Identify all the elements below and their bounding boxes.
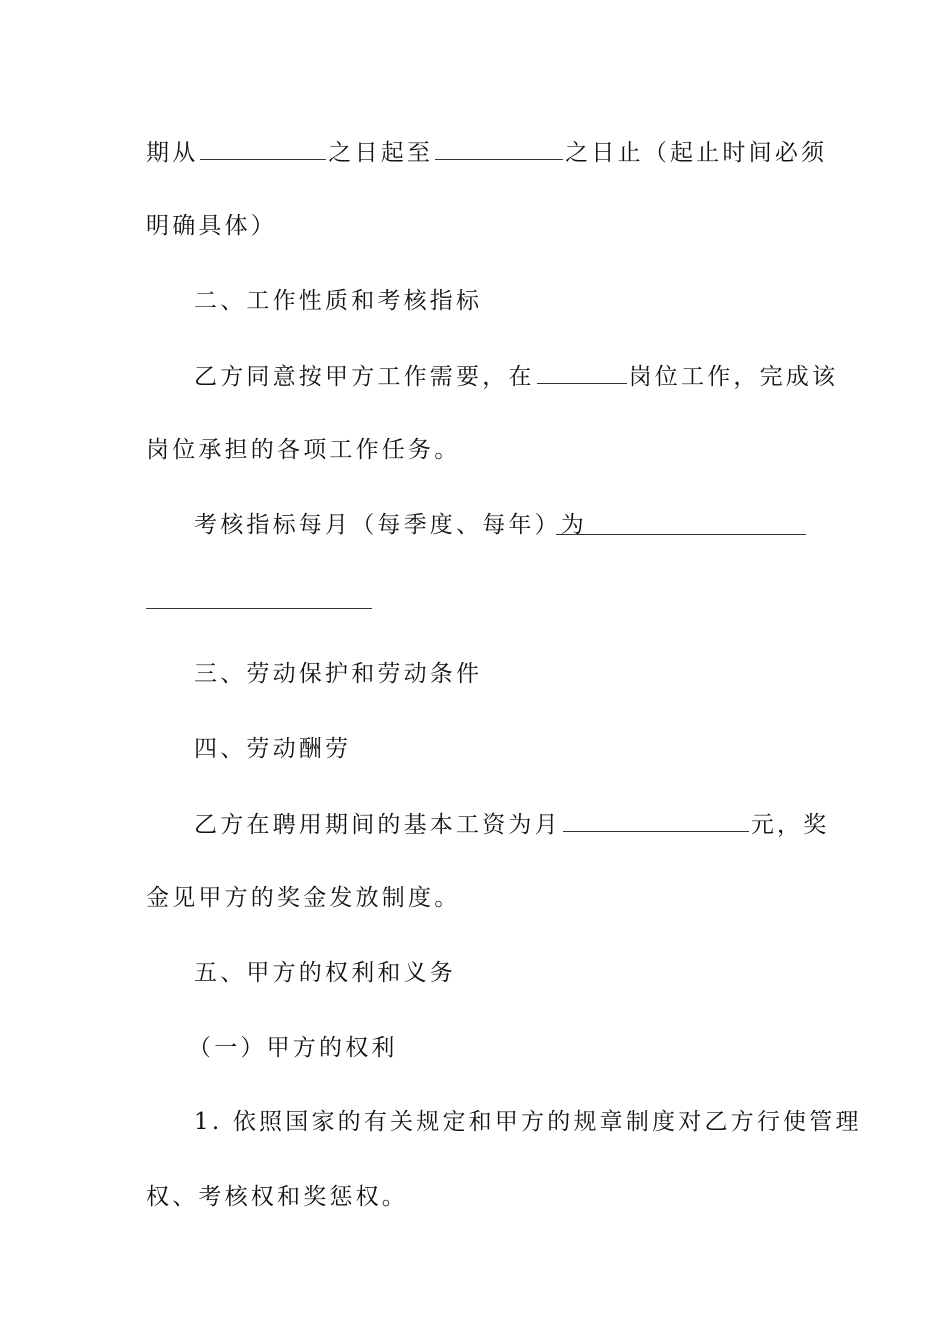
paragraph-assessment-line [194, 508, 808, 542]
assessment-text: 考核指标每月（每季度、每年）为 [194, 512, 587, 538]
paragraph-salary-continuation: 金见甲方的奖金发放制度。 [146, 885, 461, 911]
term-text-before: 期从 [146, 140, 199, 166]
paragraph-term-line [146, 135, 828, 169]
term-text-middle: 之日起至 [328, 140, 434, 166]
section-heading-remuneration: 四、劳动酬劳 [194, 736, 352, 762]
position-text-before: 乙方同意按甲方工作需要，在 [194, 364, 535, 390]
section-heading-labor-protection: 三、劳动保护和劳动条件 [194, 661, 483, 687]
assessment-blank-continuation [146, 608, 372, 609]
salary-text-before: 乙方在聘用期间的基本工资为月 [194, 812, 561, 838]
salary-blank [563, 807, 749, 832]
end-date-blank [435, 135, 563, 160]
paragraph-position-continuation: 岗位承担的各项工作任务。 [146, 437, 461, 463]
section-heading-work-nature: 二、工作性质和考核指标 [194, 288, 483, 314]
start-date-blank [200, 135, 326, 160]
assessment-blank [556, 534, 806, 535]
paragraph-term-continuation: 明确具体） [146, 213, 277, 239]
paragraph-position-line [194, 359, 839, 393]
salary-text-after: 元，奖 [750, 812, 830, 838]
section-heading-party-a-rights: 五、甲方的权利和义务 [194, 960, 456, 986]
paragraph-salary-line [194, 807, 830, 841]
list-item-1-continuation: 权、考核权和奖惩权。 [146, 1184, 408, 1210]
list-item-1: 1. 依照国家的有关规定和甲方的规章制度对乙方行使管理 [194, 1109, 862, 1135]
subsection-heading-party-a-rights: （一）甲方的权利 [188, 1035, 398, 1061]
position-blank [537, 359, 627, 384]
position-text-after: 岗位工作，完成该 [628, 364, 839, 390]
term-text-after: 之日止（起止时间必须 [565, 140, 828, 166]
